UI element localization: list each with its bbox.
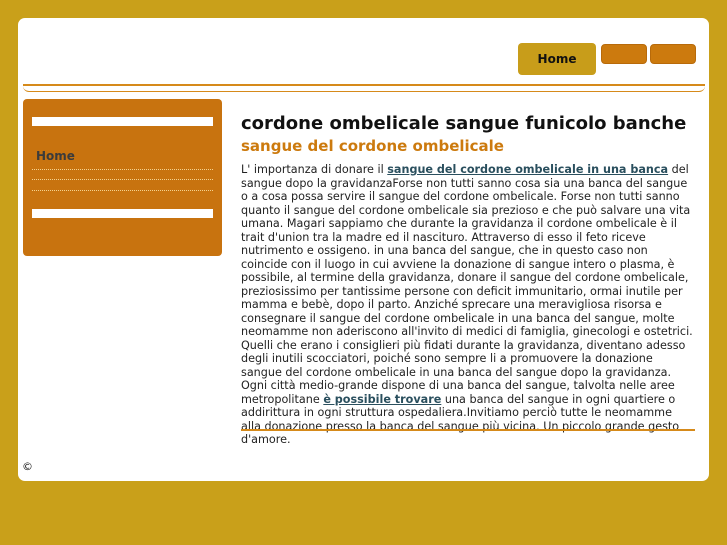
sidebar-divider xyxy=(32,190,213,191)
page-subtitle: sangue del cordone ombelicale xyxy=(241,137,504,155)
nav-button-3[interactable] xyxy=(650,44,696,64)
sidebar-item-home[interactable] xyxy=(36,149,75,163)
page-title: cordone ombelicale sangue funicolo banche xyxy=(241,113,687,134)
article-paragraph xyxy=(241,163,695,447)
nav-home-button[interactable] xyxy=(518,43,596,75)
sidebar-bottom-bar xyxy=(32,209,213,218)
header-divider xyxy=(23,84,705,92)
sidebar-top-bar xyxy=(32,117,213,126)
sidebar-divider xyxy=(32,169,213,170)
link-sangue-cordone[interactable]: sangue del cordone ombelicale in una banca xyxy=(387,163,669,176)
page-container xyxy=(18,18,709,481)
sidebar-item-label: Home xyxy=(36,149,75,163)
paragraph-text: L' importanza di donare il xyxy=(241,163,388,176)
sidebar xyxy=(23,99,222,256)
link-possibile-trovare[interactable]: è possibile trovare xyxy=(323,392,442,406)
nav-home-label: Home xyxy=(537,52,577,66)
main-content xyxy=(241,113,695,447)
paragraph-text: una banca del sangue in ogni quartiere o addirittura in ogni struttura ospedaliera.Invitiamo perciò tutte le neomamme alla donazione presso la banca del sangue più vicina. Un piccolo grande gesto d'amore. xyxy=(241,392,680,446)
content-divider xyxy=(241,429,695,431)
paragraph-text: del sangue dopo la gravidanzaForse non tutti sanno cosa sia una banca del sangue o a cosa possa servire il sangue del cordone ombelicale. Forse non tutti sanno quanto il sangue del cordone ombelicale sia prezioso e che può salvare una vita umana. Magari sappiamo che durante la gravidanza il cordone ombelicale è il trait d'union tra la madre ed il nascituro. Attraverso di esso il feto riceve nutrimento e ossigeno. in una banca del sangue, che in questo caso non coincide con il luogo in cui avviene la donazione di sangue intero o plasma, è possibile, al termine della gravidanza, donare il sangue del cordone ombelicale, preziosissimo per tantissime persone con deficit immunitario, ormai inutile per mamma e bebè, dopo il parto. Anziché sprecare una meravigliosa risorsa e consegnare il sangue del cordone ombelicale in una banca del sangue, molte neomamme non aderiscono all'invito di medici di famiglia, ginecologi e ostetrici. Quelli che erano i consiglieri più fidati durante la gravidanza, diventano adesso degli inutili scocciatori, poiché sono sempre li a promuovere la donazione sangue del cordone ombelicale in una banca del sangue dopo la gravidanza. Ogni città medio-grande dispone di una banca del sangue, talvolta nelle aree metropolitane xyxy=(241,163,693,406)
copyright-text: © xyxy=(22,460,33,473)
sidebar-divider xyxy=(32,179,213,180)
nav-button-2[interactable] xyxy=(601,44,647,64)
